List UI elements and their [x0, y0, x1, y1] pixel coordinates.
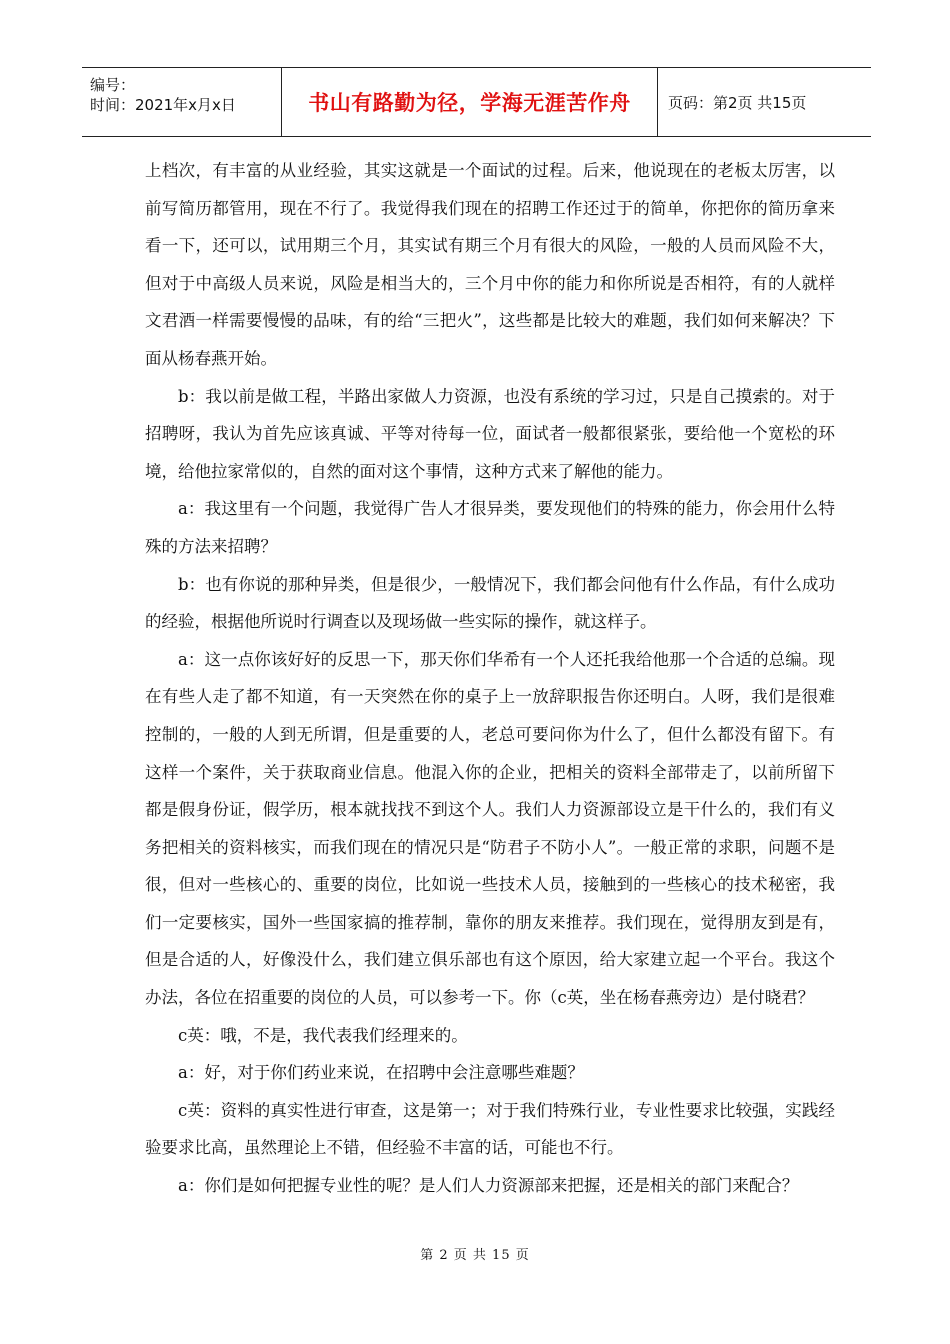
paragraph: b：我以前是做工程，半路出家做人力资源，也没有系统的学习过，只是自己摸索的。对于招聘呀，我认为首先应该真诚、平等对待每一位，面试者一般都很紧张，要给他一个宽松的环境，给他拉家常似的，自然的面对这个事情，这种方式来了解他的能力。 [145, 386, 835, 481]
page-header [82, 67, 871, 137]
paragraph: a：我这里有一个问题，我觉得广告人才很异类，要发现他们的特殊的能力，你会用什么特殊的方法来招聘？ [145, 499, 835, 556]
document-date: 时间：2021年x月x日 [90, 96, 236, 114]
paragraph: b：也有你说的那种异类，但是很少，一般情况下，我们都会问他有什么作品，有什么成功的经验，根据他所说时行调查以及现场做一些实际的操作，就这样子。 [145, 574, 835, 632]
document-code-label: 编号： [90, 76, 136, 94]
header-page-info: 页码：第2页 共15页 [668, 93, 807, 112]
paragraph: c英：资料的真实性进行审查，这是第一；对于我们特殊行业，专业性要求比较强，实践经验要求比高，虽然理论上不错，但经验不丰富的话，可能也不行。 [145, 1100, 835, 1158]
paragraph: 上档次，有丰富的从业经验，其实这就是一个面试的过程。后来，他说现在的老板太厉害，以前写简历都管用，现在不行了。我觉得我们现在的招聘工作还过于的简单，你把你的简历拿来看一下，还可以，试用期三个月，其实试有期三个月有很大的风险，一般的人员而风险不大，但对于中高级人员来说，风险是相当大的，三个月中你的能力和你所说是否相符，有的人就样文君酒一样需要慢慢的品味，有的给“三把火”，这些都是比较大的难题，我们如何来解决？下面从杨春燕开始。 [145, 161, 835, 368]
paragraph: a：你们是如何把握专业性的呢？是人们人力资源部来把握，还是相关的部门来配合？ [178, 1176, 799, 1196]
document-body [145, 152, 835, 1205]
paragraph: a：好，对于你们药业来说，在招聘中会注意哪些难题？ [178, 1063, 584, 1083]
header-motto: 书山有路勤为径，学海无涯苦作舟 [308, 91, 631, 115]
header-motto-cell [282, 68, 658, 136]
header-meta [82, 68, 282, 136]
page-footer [0, 1244, 950, 1263]
header-page-info-cell [658, 68, 871, 136]
paragraph: a：这一点你该好好的反思一下，那天你们华希有一个人还托我给他那一个合适的总编。现在有些人走了都不知道，有一天突然在你的桌子上一放辞职报告你还明白。人呀，我们是很难控制的，一般的人到无所谓，但是重要的人，老总可要问你为什么了，但什么都没有留下。有这样一个案件，关于获取商业信息。他混入你的企业，把相关的资料全部带走了，以前所留下都是假身份证，假学历，根本就找找不到这个人。我们人力资源部设立是干什么的，我们有义务把相关的资料核实，而我们现在的情况只是“防君子不防小人”。一般正常的求职，问题不是很，但对一些核心的、重要的岗位，比如说一些技术人员，接触到的一些核心的技术秘密，我们一定要核实，国外一些国家搞的推荐制，靠你的朋友来推荐。我们现在，觉得朋友到是有，但是合适的人，好像没什么，我们建立俱乐部也有这个原因，给大家建立起一个平台。我这个办法，各位在招重要的岗位的人员，可以参考一下。你（c英，坐在杨春燕旁边）是付晓君？ [145, 649, 835, 1008]
paragraph: c英：哦，不是，我代表我们经理来的。 [178, 1025, 468, 1045]
page-number: 第 2 页 共 15 页 [420, 1248, 530, 1263]
